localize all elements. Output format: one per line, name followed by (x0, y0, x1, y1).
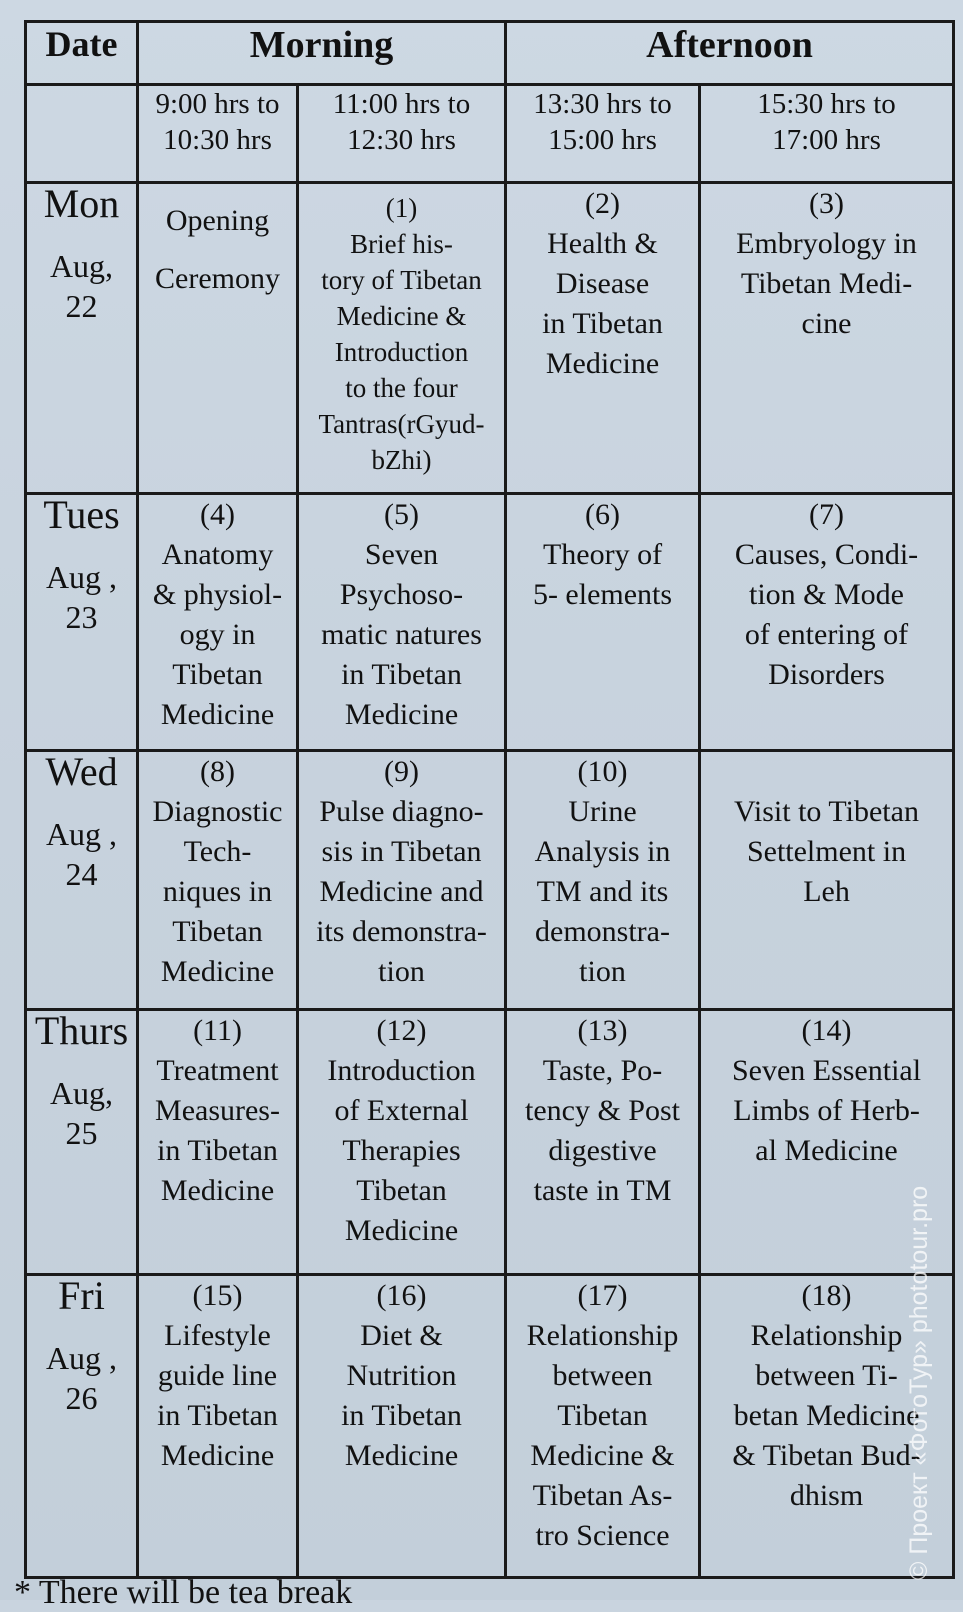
session-title-line: tency & Post (525, 1094, 680, 1127)
session-title-line: Medicine and (319, 875, 484, 908)
session-title-line: taste in TM (533, 1174, 672, 1207)
session-number: (8) (200, 755, 235, 788)
session-cell (506, 183, 700, 494)
session-title-line: Medicine (160, 955, 275, 988)
day-cell (26, 183, 138, 494)
session-title-line: Leh (803, 875, 850, 908)
day-name: Fri (58, 1274, 105, 1318)
time-slot-1-start: 9:00 hrs to (155, 88, 280, 120)
session-title-line: Tech- (183, 835, 252, 868)
session-title-line: in Tibetan (157, 1134, 278, 1167)
session-number: (3) (809, 187, 844, 220)
date-header: Date (26, 22, 138, 85)
day-name: Mon (43, 182, 120, 226)
day-cell (26, 751, 138, 1010)
day-date: Aug , (45, 559, 118, 595)
day-row (26, 183, 954, 494)
time-slot-2-end: 12:30 hrs (347, 124, 456, 156)
session-title-line: in Tibetan (341, 658, 462, 691)
session-title-line: guide line (157, 1359, 278, 1392)
day-cell (26, 1010, 138, 1275)
time-slot-4-start: 15:30 hrs to (757, 88, 896, 120)
session-cell (138, 183, 298, 494)
afternoon-header: Afternoon (506, 22, 954, 85)
session-title-line: tory of Tibetan (321, 265, 482, 295)
session-title-line: Taste, Po- (542, 1054, 663, 1087)
time-slot-3-start: 13:30 hrs to (533, 88, 672, 120)
session-cell (506, 1010, 700, 1275)
session-title-line: Health & (547, 227, 658, 260)
session-number: (12) (376, 1014, 427, 1047)
session-title-line: Causes, Condi- (734, 538, 919, 571)
session-title-line: Nutrition (346, 1359, 457, 1392)
session-title-line: Tibetan Medi- (740, 267, 913, 300)
session-title-line: Medicine (545, 347, 660, 380)
session-title-line: Tibetan (557, 1399, 648, 1432)
session-title-line: ogy in (179, 618, 256, 651)
session-title-line: tion (579, 955, 626, 988)
session-title-line: Diet & (360, 1319, 443, 1352)
session-title-line: Medicine & (336, 301, 467, 331)
session-title-line: Theory of (542, 538, 663, 571)
day-date: 26 (65, 1380, 98, 1416)
session-title-line: between (552, 1359, 653, 1392)
session-number: (16) (376, 1279, 427, 1312)
session-number: (2) (585, 187, 620, 220)
time-slot-1-end: 10:30 hrs (163, 124, 272, 156)
session-cell (700, 494, 954, 751)
header-row (26, 22, 954, 85)
session-number (701, 752, 952, 792)
session-title-line: tion & Mode (749, 578, 904, 611)
session-title-line: Brief his- (350, 229, 453, 259)
session-title-line: sis in Tibetan (321, 835, 482, 868)
session-title-line: Tibetan As- (532, 1479, 673, 1512)
session-title-line: Embryology in (736, 227, 917, 260)
day-row (26, 494, 954, 751)
session-title-line: Introduction (334, 337, 469, 367)
session-cell (298, 1010, 506, 1275)
session-cell (138, 1275, 298, 1578)
session-title-line: Diagnostic (152, 795, 283, 828)
session-cell (138, 494, 298, 751)
session-title-line: demonstra- (535, 915, 670, 948)
session-title-line: Medicine (160, 698, 275, 731)
day-cell (26, 1275, 138, 1578)
session-title-line: Treatment (156, 1054, 279, 1087)
session-title-line: Seven (364, 538, 439, 571)
day-date: 24 (65, 856, 98, 892)
session-title-line: bZhi) (371, 445, 432, 475)
session-number: (4) (200, 498, 235, 531)
day-date: Aug, (49, 1075, 114, 1111)
session-cell (506, 1275, 700, 1578)
time-slot-2 (298, 85, 506, 183)
session-title-line: Seven Essential (731, 1054, 922, 1087)
time-row-blank (26, 85, 138, 183)
session-title-line: & physiol- (152, 578, 283, 611)
session-title-line: Analysis in (534, 835, 671, 868)
session-number: (18) (801, 1279, 852, 1312)
session-cell (138, 751, 298, 1010)
session-title-line: Disorders (768, 658, 885, 691)
session-number: (15) (192, 1279, 243, 1312)
session-title-line: Anatomy (161, 538, 274, 571)
session-cell (700, 751, 954, 1010)
day-date: Aug, (49, 248, 114, 284)
day-row (26, 751, 954, 1010)
session-title-line: cine (801, 307, 852, 340)
session-title-line: Medicine (160, 1439, 275, 1472)
session-title-line: Visit to Tibetan (734, 795, 919, 828)
session-number: (7) (809, 498, 844, 531)
session-title-line: between Ti- (755, 1359, 898, 1392)
session-title-line: & Tibetan Bud- (732, 1439, 921, 1472)
session-number: (9) (384, 755, 419, 788)
footnote: * There will be tea break (14, 1574, 353, 1611)
time-slot-1 (138, 85, 298, 183)
session-title-line: Medicine (344, 1439, 459, 1472)
session-title-line: Settelment in (746, 835, 907, 868)
session-title-line: Medicine (160, 1174, 275, 1207)
session-number: Opening (165, 204, 270, 237)
day-date: 25 (65, 1115, 98, 1151)
session-title-line: Tibetan (172, 915, 263, 948)
session-title-line: Tibetan (172, 658, 263, 691)
session-title-line: Ceremony (155, 262, 280, 295)
session-title-line: betan Medicine (733, 1399, 920, 1432)
session-cell (298, 494, 506, 751)
day-row (26, 1010, 954, 1275)
session-title-line: Tantras(rGyud- (318, 409, 485, 439)
session-title-line: Limbs of Herb- (733, 1094, 920, 1127)
session-title-line: Introduction (327, 1054, 476, 1087)
session-cell (506, 494, 700, 751)
day-date: Aug , (45, 816, 118, 852)
session-number: (10) (577, 755, 628, 788)
session-title-line: Measures- (155, 1094, 280, 1127)
session-cell (298, 183, 506, 494)
time-slot-4 (700, 85, 954, 183)
session-number: (11) (193, 1014, 242, 1047)
session-title-line: tro Science (535, 1519, 670, 1552)
day-name: Wed (45, 750, 118, 794)
day-name: Thurs (34, 1009, 129, 1053)
time-slot-4-end: 17:00 hrs (772, 124, 881, 156)
session-title-line: TM and its (536, 875, 669, 908)
session-title-line: of entering of (744, 618, 909, 651)
session-number: (6) (585, 498, 620, 531)
session-title-line: in Tibetan (341, 1399, 462, 1432)
schedule-table (24, 20, 955, 1579)
session-number: (14) (801, 1014, 852, 1047)
time-slot-3-end: 15:00 hrs (548, 124, 657, 156)
session-title-line: Disease (555, 267, 650, 300)
session-title-line: Therapies (342, 1134, 461, 1167)
session-number: (13) (577, 1014, 628, 1047)
session-title-line: Medicine (344, 698, 459, 731)
session-cell (138, 1010, 298, 1275)
time-row (26, 85, 954, 183)
session-cell (298, 751, 506, 1010)
session-title-line: tion (378, 955, 425, 988)
session-number: (17) (577, 1279, 628, 1312)
session-title-line: matic natures (321, 618, 482, 651)
day-date: 23 (65, 599, 98, 635)
session-title-line: Tibetan (356, 1174, 447, 1207)
time-slot-2-start: 11:00 hrs to (332, 88, 471, 120)
session-cell (700, 183, 954, 494)
session-number: (5) (384, 498, 419, 531)
session-title-line: Psychoso- (339, 578, 464, 611)
day-date: 22 (65, 288, 98, 324)
morning-header: Morning (138, 22, 506, 85)
session-title-line: al Medicine (755, 1134, 898, 1167)
time-slot-3 (506, 85, 700, 183)
session-title-line: in Tibetan (157, 1399, 278, 1432)
session-title-line: Relationship (750, 1319, 903, 1352)
session-title-line: of External (334, 1094, 469, 1127)
session-title-line: 5- elements (532, 578, 673, 611)
session-title-line: its demonstra- (316, 915, 487, 948)
session-title-line: Urine (568, 795, 637, 828)
session-title-line: to the four (345, 373, 458, 403)
session-title-line: Medicine & (530, 1439, 675, 1472)
watermark: © Проект «ФотоТур» phototour.pro (905, 1185, 933, 1580)
session-cell (298, 1275, 506, 1578)
session-title-line: in Tibetan (542, 307, 663, 340)
session-title-line: Medicine (344, 1214, 459, 1247)
session-title-line: digestive (548, 1134, 657, 1167)
session-title-line: Pulse diagno- (319, 795, 484, 828)
session-title-line: Lifestyle (164, 1319, 271, 1352)
day-row (26, 1275, 954, 1578)
session-cell (506, 751, 700, 1010)
day-cell (26, 494, 138, 751)
session-title-line: dhism (789, 1479, 864, 1512)
session-number: (1) (385, 193, 418, 223)
session-title-line: Relationship (526, 1319, 679, 1352)
day-name: Tues (43, 493, 120, 537)
day-date: Aug , (45, 1340, 118, 1376)
session-title-line: niques in (162, 875, 273, 908)
